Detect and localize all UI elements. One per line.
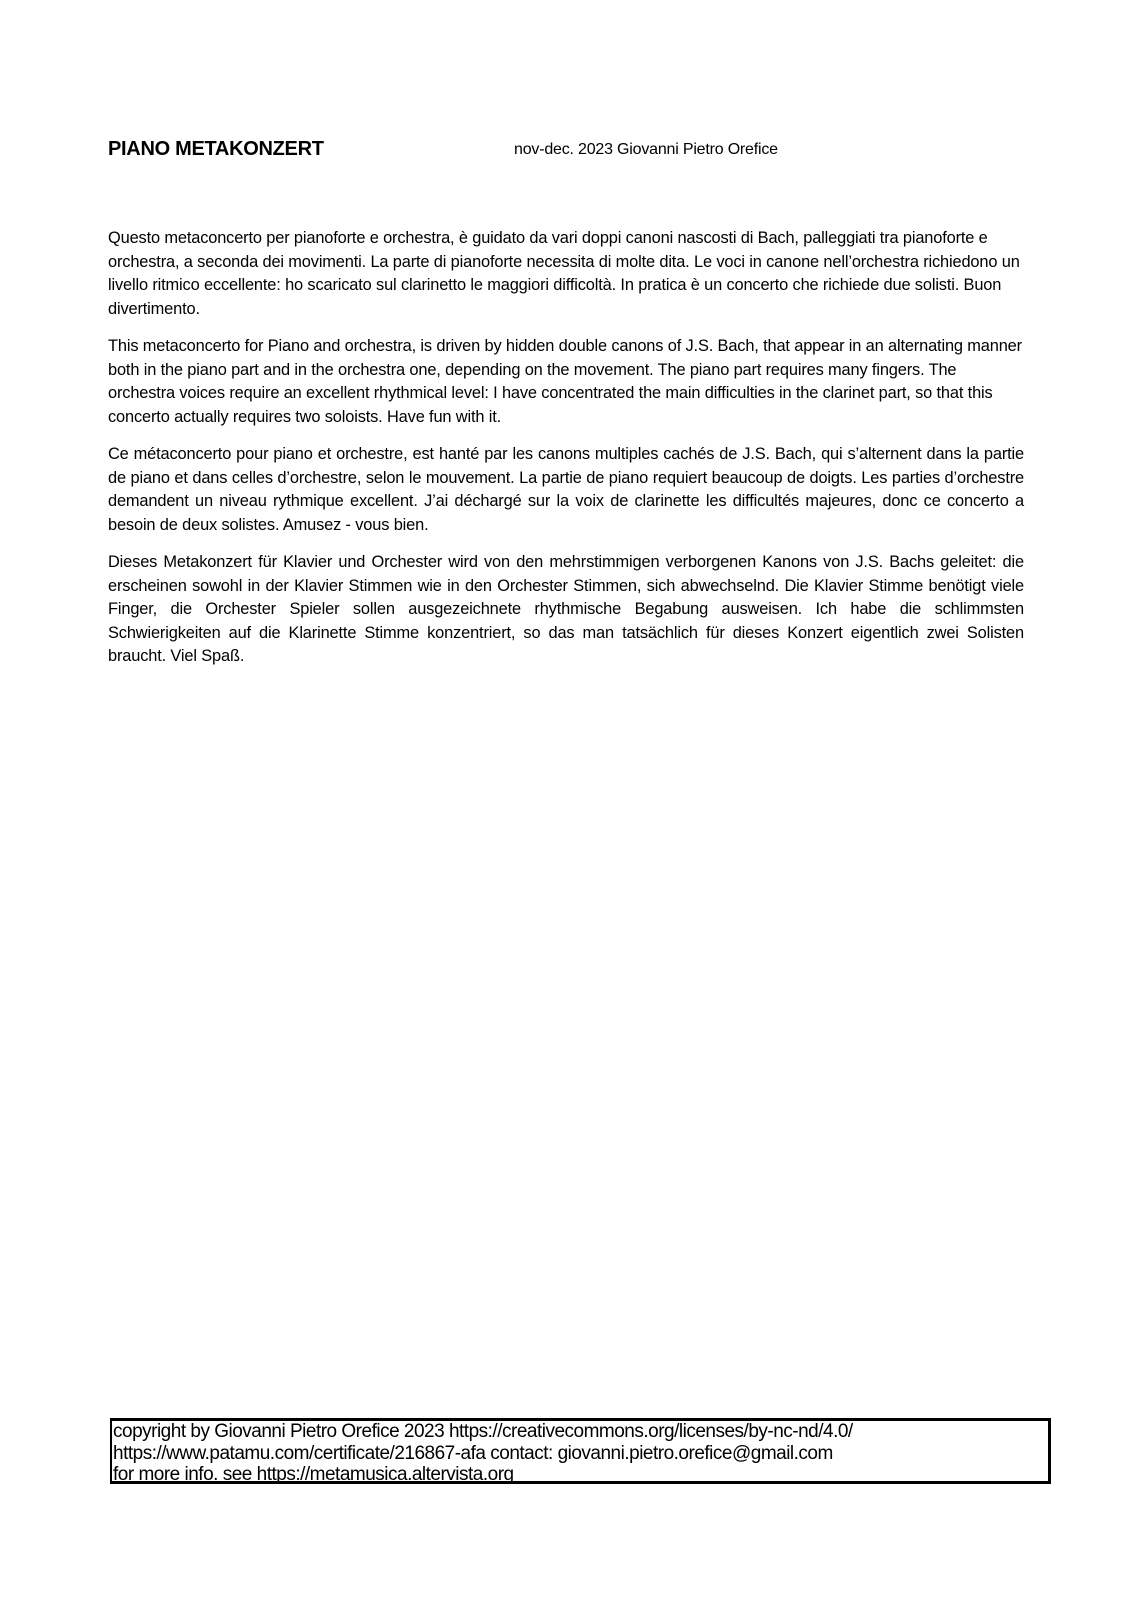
certificate-contact-line: https://www.patamu.com/certificate/216867-afa contact: giovanni.pietro.orefice@gmail.com: [113, 1442, 833, 1464]
document-byline: nov-dec. 2023 Giovanni Pietro Orefice: [514, 141, 778, 158]
paragraph-german: Dieses Metakonzert für Klavier und Orchester wird von den mehrstimmigen verborgenen Kanons von J.S. Bachs geleitet: die erscheinen sowohl in der Klavier Stimmen wie in den Orchester Stimmen, sich abwechselnd. Die Klavier Stimme benötigt viele Finger, die Orchester Spieler sollen ausgezeichnete rhythmische Begabung ausweisen. Ich habe die schlimmsten Schwierigkeiten auf die Klarinette Stimme konzentriert, so das man tatsächlich für dieses Konzert eigentlich zwei Solisten braucht. Viel Spaß.: [108, 553, 1024, 665]
copyright-line: copyright by Giovanni Pietro Orefice 2023 https://creativecommons.org/licenses/by-nc-nd/4.0/: [113, 1421, 853, 1442]
copyright-box: [110, 1418, 1051, 1484]
paragraph-italian: Questo metaconcerto per pianoforte e orchestra, è guidato da vari doppi canoni nascosti di Bach, palleggiati tra pianoforte e orchestra, a seconda dei movimenti. La parte di pianoforte necessita di molte dita. Le voci in canone nell’orchestra richiedono un livello ritmico eccellente: ho scaricato sul clarinetto le maggiori difficoltà. In pratica è un concerto che richiede due solisti. Buon divertimento.: [108, 229, 1020, 318]
paragraph-english: This metaconcerto for Piano and orchestra, is driven by hidden double canons of J.S. Bach, that appear in an alternating manner both in the piano part and in the orchestra one, depending on the movement. The piano part requires many fingers. The orchestra voices require an excellent rhythmical level: I have concentrated the main difficulties in the clarinet part, so that this concerto actually requires two soloists. Have fun with it.: [108, 337, 1022, 426]
more-info-line: for more info. see https://metamusica.altervista.org: [113, 1464, 514, 1485]
paragraph-french: Ce métaconcerto pour piano et orchestre, est hanté par les canons multiples cachés de J.S. Bach, qui s’alternent dans la partie de piano et dans celles d’orchestre, selon le mouvement. La partie de piano requiert beaucoup de doigts. Les parties d’orchestre demandent un niveau rythmique excellent. J’ai déchargé sur la voix de clarinette les difficultés majeures, donc ce concerto a besoin de deux solistes. Amusez - vous bien.: [108, 445, 1024, 534]
document-body: [108, 227, 1024, 683]
document-title: PIANO METAKONZERT: [108, 138, 324, 160]
document-header: [108, 138, 908, 168]
